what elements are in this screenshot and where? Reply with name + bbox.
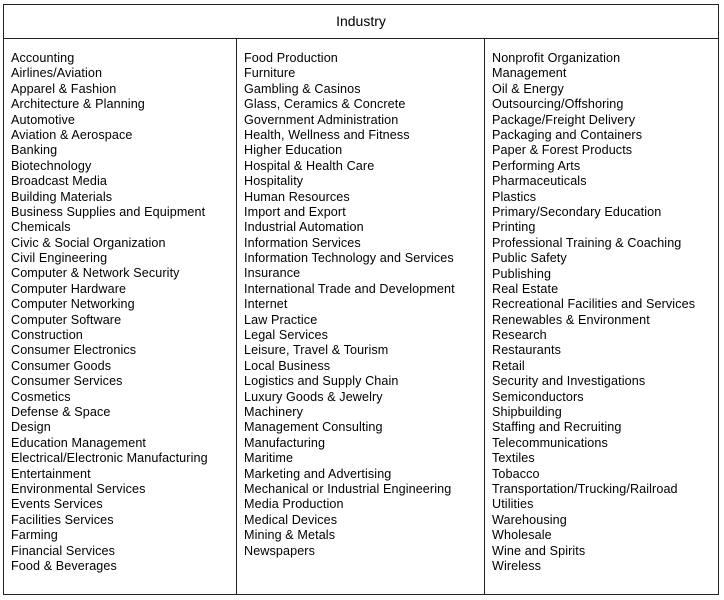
industry-list-item: Pharmaceuticals: [492, 174, 587, 189]
industry-list-item: Local Business: [244, 358, 331, 373]
industry-list-item: Media Production: [244, 497, 344, 512]
industry-list-item: Leisure, Travel & Tourism: [244, 343, 389, 358]
industry-list-item: Hospitality: [244, 174, 304, 189]
industry-list-item: Biotechnology: [11, 158, 92, 173]
industry-list-item: Building Materials: [11, 189, 113, 204]
industry-list-item: Renewables & Environment: [492, 312, 650, 327]
industry-list-item: Apparel & Fashion: [11, 81, 117, 96]
industry-list-item: Import and Export: [244, 204, 346, 219]
industry-list-item: Defense & Space: [11, 404, 111, 419]
industry-list-item: Restaurants: [492, 343, 562, 358]
industry-list-item: Management Consulting: [244, 420, 383, 435]
industry-list-item: Food Production: [244, 51, 338, 65]
industry-list-item: Computer & Network Security: [11, 266, 180, 281]
industry-list-item: Cosmetics: [11, 389, 71, 404]
industry-list-item: Design: [11, 420, 51, 435]
table-header: Industry: [4, 5, 718, 39]
industry-list-item: Government Administration: [244, 112, 399, 127]
industry-list-item: Mining & Metals: [244, 528, 336, 543]
industry-table: [3, 4, 719, 595]
industry-list-item: Computer Networking: [11, 297, 135, 312]
industry-list-item: Civil Engineering: [11, 251, 108, 266]
industry-list-item: Printing: [492, 220, 536, 235]
industry-list-item: Packaging and Containers: [492, 127, 643, 142]
industry-list-item: Internet: [244, 297, 288, 312]
industry-list-item: Facilities Services: [11, 512, 114, 527]
industry-list-item: Medical Devices: [244, 512, 338, 527]
industry-list-item: Airlines/Aviation: [11, 66, 103, 81]
industry-list-item: Machinery: [244, 404, 303, 419]
industry-list-item: Consumer Goods: [11, 358, 112, 373]
industry-list-item: Transportation/Trucking/Railroad: [492, 481, 678, 496]
industry-list-item: Chemicals: [11, 220, 71, 235]
industry-list-item: Information Services: [244, 235, 361, 250]
industry-list-item: Gambling & Casinos: [244, 81, 361, 96]
industry-list-item: Aviation & Aerospace: [11, 127, 133, 142]
industry-list-item: Business Supplies and Equipment: [11, 204, 206, 219]
industry-list-item: Computer Software: [11, 312, 122, 327]
industry-list-item: Outsourcing/Offshoring: [492, 97, 624, 112]
industry-list-item: Oil & Energy: [492, 81, 564, 96]
industry-list-item: Utilities: [492, 497, 534, 512]
industry-list-item: Law Practice: [244, 312, 318, 327]
industry-list-item: Hospital & Health Care: [244, 158, 375, 173]
industry-list-item: Financial Services: [11, 543, 115, 558]
industry-list-item: Wholesale: [492, 528, 552, 543]
industry-list-item: Higher Education: [244, 143, 343, 158]
industry-list-item: Logistics and Supply Chain: [244, 374, 399, 389]
industry-list-item: Maritime: [244, 451, 294, 466]
industry-list-item: Events Services: [11, 497, 103, 512]
industry-list-item: Food & Beverages: [11, 558, 117, 573]
industry-list-item: Education Management: [11, 435, 147, 450]
industry-list-item: Luxury Goods & Jewelry: [244, 389, 383, 404]
industry-list-item: Plastics: [492, 189, 537, 204]
industry-list-item: Environmental Services: [11, 481, 146, 496]
industry-list-item: Retail: [492, 358, 525, 373]
industry-list-item: Wine and Spirits: [492, 543, 586, 558]
industry-list-item: Public Safety: [492, 251, 567, 266]
industry-list-item: Glass, Ceramics & Concrete: [244, 97, 406, 112]
industry-list-item: Wireless: [492, 558, 542, 573]
industry-list-item: Nonprofit Organization Management: [492, 51, 621, 81]
industry-list-item: Security and Investigations: [492, 374, 646, 389]
industry-list-item: Furniture: [244, 66, 296, 81]
industry-list-item: Human Resources: [244, 189, 350, 204]
industry-list-item: Recreational Facilities and Services: [492, 297, 696, 312]
industry-list-item: Shipbuilding: [492, 405, 562, 420]
industry-list-item: Paper & Forest Products: [492, 143, 633, 158]
industry-list-item: Electrical/Electronic Manufacturing: [11, 451, 208, 466]
industry-list-item: Entertainment: [11, 466, 91, 481]
industry-list-item: Consumer Services: [11, 374, 123, 389]
industry-list-item: Information Technology and Services: [244, 251, 454, 266]
industry-list-item: Insurance: [244, 266, 301, 281]
industry-list-item: Legal Services: [244, 328, 329, 343]
industry-column-3: [485, 39, 718, 594]
industry-list-item: Civic & Social Organization: [11, 235, 166, 250]
industry-list-item: Architecture & Planning: [11, 97, 145, 112]
industry-list-item: Construction: [11, 328, 83, 343]
industry-list-item: Farming: [11, 528, 58, 543]
industry-list-item: Health, Wellness and Fitness: [244, 127, 410, 142]
industry-list-item: Automotive: [11, 112, 75, 127]
industry-list-item: Mechanical or Industrial Engineering: [244, 481, 452, 496]
industry-column-2: [237, 39, 485, 594]
industry-list-item: Consumer Electronics: [11, 343, 137, 358]
industry-list-item: Textiles: [492, 451, 535, 466]
industry-list-item: Publishing: [492, 266, 552, 281]
industry-list-item: International Trade and Development: [244, 281, 455, 296]
industry-list-item: Warehousing: [492, 512, 567, 527]
industry-list-item: Banking: [11, 143, 58, 158]
industry-list-item: Staffing and Recruiting: [492, 420, 622, 435]
industry-list-item: Package/Freight Delivery: [492, 112, 636, 127]
industry-list-item: Research: [492, 328, 547, 343]
industry-list-item: Marketing and Advertising: [244, 466, 392, 481]
industry-list-item: Primary/Secondary Education: [492, 204, 662, 219]
industry-column-1: [4, 39, 237, 594]
industry-list-item: Broadcast Media: [11, 174, 108, 189]
industry-list-item: Computer Hardware: [11, 281, 127, 296]
industry-list-item: Manufacturing: [244, 435, 326, 450]
industry-list-item: Accounting: [11, 51, 75, 65]
industry-list-item: Real Estate: [492, 281, 559, 296]
industry-list-item: Tobacco: [492, 466, 540, 481]
industry-list-item: Newspapers: [244, 543, 315, 558]
industry-list-item: Professional Training & Coaching: [492, 235, 682, 250]
industry-list-item: Semiconductors: [492, 389, 584, 404]
industry-list-item: Performing Arts: [492, 158, 581, 173]
industry-list-item: Telecommunications: [492, 435, 608, 450]
industry-list-item: Industrial Automation: [244, 220, 364, 235]
